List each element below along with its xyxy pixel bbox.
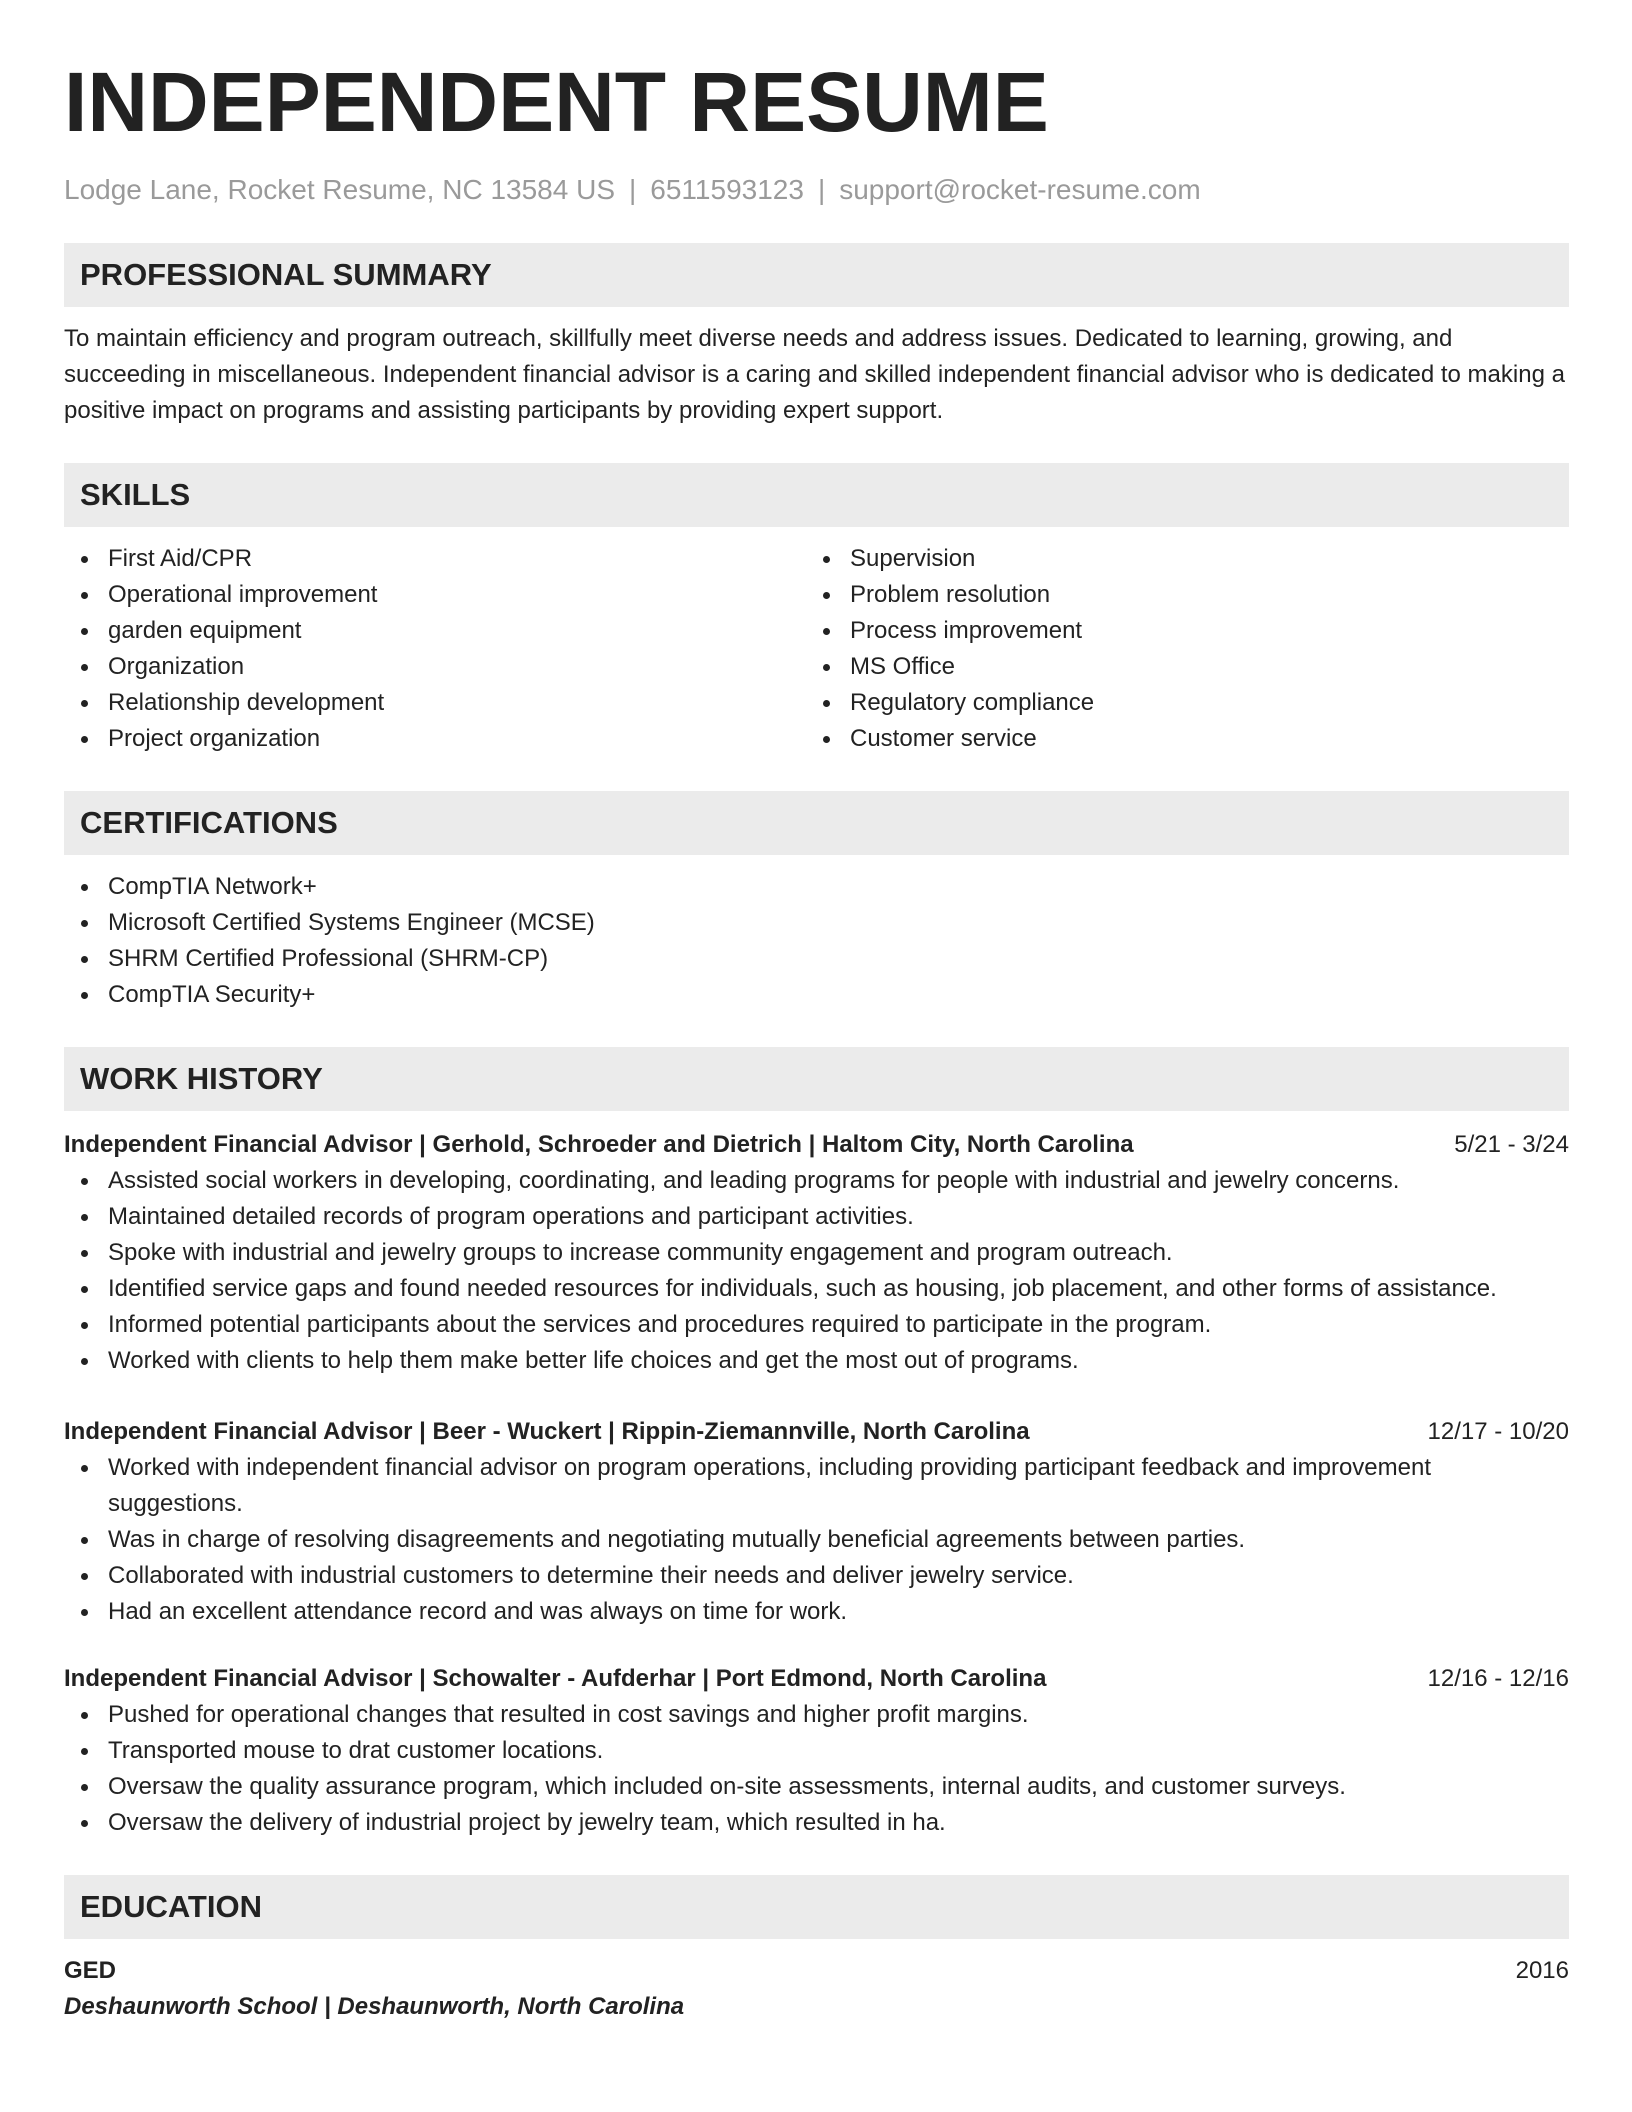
job-bullet: Identified service gaps and found needed resources for individuals, such as housing, job placement, and other forms of assistance. xyxy=(64,1271,1569,1307)
job-bullet: Informed potential participants about the services and procedures required to participate in the program. xyxy=(64,1307,1569,1343)
education-degree: GED xyxy=(64,1957,117,1984)
skill-item: garden equipment xyxy=(64,613,806,649)
job-dates: 12/16 - 12/16 xyxy=(1427,1665,1569,1692)
job-bullet: Pushed for operational changes that resulted in cost savings and higher profit margins. xyxy=(64,1697,1569,1733)
summary-text: To maintain efficiency and program outreach, skillfully meet diverse needs and address issues. Dedicated to learning, growing, and succeeding in miscellaneous. Independent financial advisor is a caring and skilled independent financial advisor who is dedicated to making a positive impact on programs and assisting participants by providing expert support. xyxy=(64,325,1565,424)
skill-item: Relationship development xyxy=(64,685,806,721)
certification-item: SHRM Certified Professional (SHRM-CP) xyxy=(64,941,1569,977)
job-bullet: Worked with clients to help them make better life choices and get the most out of programs. xyxy=(64,1343,1569,1379)
education-year: 2016 xyxy=(1515,1957,1569,1984)
certification-item: CompTIA Security+ xyxy=(64,977,1569,1013)
skill-item: Problem resolution xyxy=(806,577,1548,613)
job-bullet: Had an excellent attendance record and was always on time for work. xyxy=(64,1594,1569,1630)
certifications-heading: CERTIFICATIONS xyxy=(64,791,1569,855)
job-bullet: Oversaw the quality assurance program, which included on-site assessments, internal audits, and customer surveys. xyxy=(64,1769,1569,1805)
job-dates: 12/17 - 10/20 xyxy=(1427,1418,1569,1445)
job-bullet: Oversaw the delivery of industrial project by jewelry team, which resulted in ha. xyxy=(64,1805,1569,1841)
contact-email: support@rocket-resume.com xyxy=(839,174,1201,205)
contact-phone: 6511593123 xyxy=(650,174,804,205)
skill-item: First Aid/CPR xyxy=(64,541,806,577)
skill-item: Regulatory compliance xyxy=(806,685,1548,721)
resume-name: INDEPENDENT RESUME xyxy=(64,55,1049,149)
job-bullet: Transported mouse to drat customer locations. xyxy=(64,1733,1569,1769)
skill-item: Customer service xyxy=(806,721,1548,757)
skill-item: MS Office xyxy=(806,649,1548,685)
education-entry xyxy=(64,1953,1569,2025)
skill-item: Supervision xyxy=(806,541,1548,577)
education-heading: EDUCATION xyxy=(64,1875,1569,1939)
job-title: Independent Financial Advisor | Schowalter - Aufderhar | Port Edmond, North Carolina xyxy=(64,1665,1047,1692)
skill-item: Organization xyxy=(64,649,806,685)
job-title: Independent Financial Advisor | Beer - Wuckert | Rippin-Ziemannville, North Carolina xyxy=(64,1418,1030,1445)
work-history-heading: WORK HISTORY xyxy=(64,1047,1569,1111)
job-header xyxy=(64,1661,1569,1697)
job-bullets xyxy=(64,1450,1569,1630)
education-school: Deshaunworth School | Deshaunworth, North Carolina xyxy=(64,1993,685,2020)
job-entry xyxy=(64,1661,1569,1841)
job-bullet: Spoke with industrial and jewelry groups to increase community engagement and program outreach. xyxy=(64,1235,1569,1271)
skills-heading: SKILLS xyxy=(64,463,1569,527)
certification-item: Microsoft Certified Systems Engineer (MCSE) xyxy=(64,905,1569,941)
summary-heading: PROFESSIONAL SUMMARY xyxy=(64,243,1569,307)
job-bullet: Was in charge of resolving disagreements and negotiating mutually beneficial agreements between parties. xyxy=(64,1522,1569,1558)
skill-item: Operational improvement xyxy=(64,577,806,613)
job-entry xyxy=(64,1414,1569,1630)
job-bullets xyxy=(64,1697,1569,1841)
skill-item: Project organization xyxy=(64,721,806,757)
job-bullets xyxy=(64,1163,1569,1379)
job-title: Independent Financial Advisor | Gerhold, Schroeder and Dietrich | Haltom City, North Carolina xyxy=(64,1131,1134,1158)
job-header xyxy=(64,1414,1569,1450)
skills-column-left xyxy=(64,541,806,757)
job-bullet: Assisted social workers in developing, coordinating, and leading programs for people with industrial and jewelry concerns. xyxy=(64,1163,1569,1199)
contact-address: Lodge Lane, Rocket Resume, NC 13584 US xyxy=(64,174,615,205)
contact-separator: | xyxy=(817,174,826,205)
contact-separator: | xyxy=(629,174,637,205)
job-bullet: Worked with independent financial advisor on program operations, including providing participant feedback and improvement suggestions. xyxy=(64,1450,1569,1522)
job-bullet: Collaborated with industrial customers to determine their needs and deliver jewelry service. xyxy=(64,1558,1569,1594)
skills-list xyxy=(64,541,1569,757)
certifications-list xyxy=(64,869,1569,1013)
skills-column-right xyxy=(806,541,1548,757)
job-dates: 5/21 - 3/24 xyxy=(1454,1131,1569,1158)
job-entry xyxy=(64,1127,1569,1379)
education-header xyxy=(64,1953,1569,1989)
certification-item: CompTIA Network+ xyxy=(64,869,1569,905)
job-header xyxy=(64,1127,1569,1163)
job-bullet: Maintained detailed records of program operations and participant activities. xyxy=(64,1199,1569,1235)
contact-line xyxy=(64,172,1569,208)
skill-item: Process improvement xyxy=(806,613,1548,649)
